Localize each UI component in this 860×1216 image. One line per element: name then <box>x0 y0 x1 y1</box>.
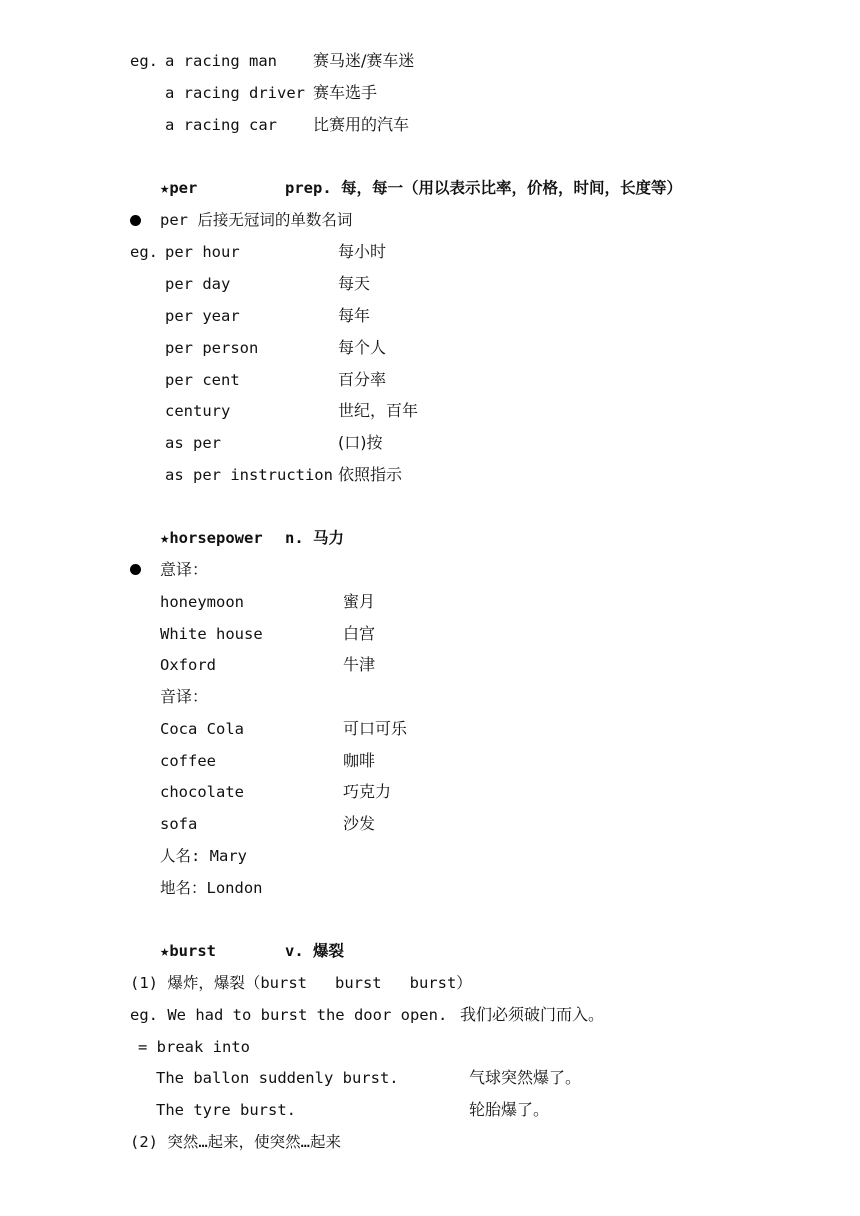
example-en: per hour <box>165 243 240 261</box>
headword-per: ★per <box>160 179 198 197</box>
example-en: a racing man <box>165 52 277 70</box>
example-en: Oxford <box>160 656 216 674</box>
example-cn: 依照指示 <box>338 465 403 484</box>
example-cn: 赛车选手 <box>313 83 378 102</box>
synonym: = break into <box>138 1038 250 1056</box>
example-en: White house <box>160 625 263 643</box>
example-cn: 每年 <box>338 306 371 325</box>
example-en: eg. We had to burst the door open. <box>130 1006 448 1024</box>
example-cn: 百分率 <box>338 370 387 389</box>
example-cn: 轮胎爆了。 <box>469 1100 550 1119</box>
person-name-example: 人名: Mary <box>160 847 247 865</box>
example-cn: 赛马迷/赛车迷 <box>313 51 415 70</box>
example-en: century <box>165 402 231 420</box>
example-en: coffee <box>160 752 216 770</box>
example-cn: 牛津 <box>343 655 376 674</box>
sense-1: (1) 爆炸，爆裂（burst burst burst） <box>130 974 472 992</box>
example-cn: 每小时 <box>338 242 387 261</box>
example-en: The tyre burst. <box>156 1101 296 1119</box>
example-cn: 蜜月 <box>343 592 376 611</box>
section-label: 意译： <box>160 560 209 579</box>
example-en: per cent <box>165 371 240 389</box>
section-label: 音译： <box>160 687 209 706</box>
place-name-example: 地名：London <box>160 879 263 897</box>
example-cn: 每天 <box>338 274 371 293</box>
example-cn: 每个人 <box>338 338 387 357</box>
example-cn: 巧克力 <box>343 782 392 801</box>
example-cn: 世纪，百年 <box>338 401 419 420</box>
example-cn: 白宫 <box>343 624 376 643</box>
example-en: The ballon suddenly burst. <box>156 1069 399 1087</box>
example-cn: 咖啡 <box>343 751 376 770</box>
example-en: honeymoon <box>160 593 244 611</box>
bullet-icon <box>130 215 141 226</box>
example-en: a racing car <box>165 116 277 134</box>
example-en: chocolate <box>160 783 244 801</box>
example-cn: 可口可乐 <box>343 719 408 738</box>
headword-definition: prep. 每，每一（用以表示比率，价格，时间，长度等） <box>285 179 682 197</box>
eg-label: eg. <box>130 52 158 70</box>
example-en: per day <box>165 275 231 293</box>
bullet-icon <box>130 564 141 575</box>
example-cn: 沙发 <box>343 814 376 833</box>
headword-horsepower: ★horsepower <box>160 529 263 547</box>
example-cn: (口)按 <box>338 433 383 452</box>
example-en: per year <box>165 307 240 325</box>
example-en: per person <box>165 339 259 357</box>
headword-burst: ★burst <box>160 942 216 960</box>
example-en: sofa <box>160 815 198 833</box>
example-en: a racing driver <box>165 84 305 102</box>
example-en: as per <box>165 434 221 452</box>
sense-2: (2) 突然…起来，使突然…起来 <box>130 1133 341 1151</box>
headword-definition: v. 爆裂 <box>285 942 344 960</box>
example-cn: 比赛用的汽车 <box>313 115 410 134</box>
headword-definition: n. 马力 <box>285 529 344 547</box>
eg-label: eg. <box>130 243 158 261</box>
example-cn: 气球突然爆了。 <box>469 1068 582 1087</box>
example-en: as per instruction <box>165 466 333 484</box>
example-en: Coca Cola <box>160 720 244 738</box>
example-cn: 我们必须破门而入。 <box>460 1005 605 1024</box>
usage-note: per 后接无冠词的单数名词 <box>160 211 353 229</box>
